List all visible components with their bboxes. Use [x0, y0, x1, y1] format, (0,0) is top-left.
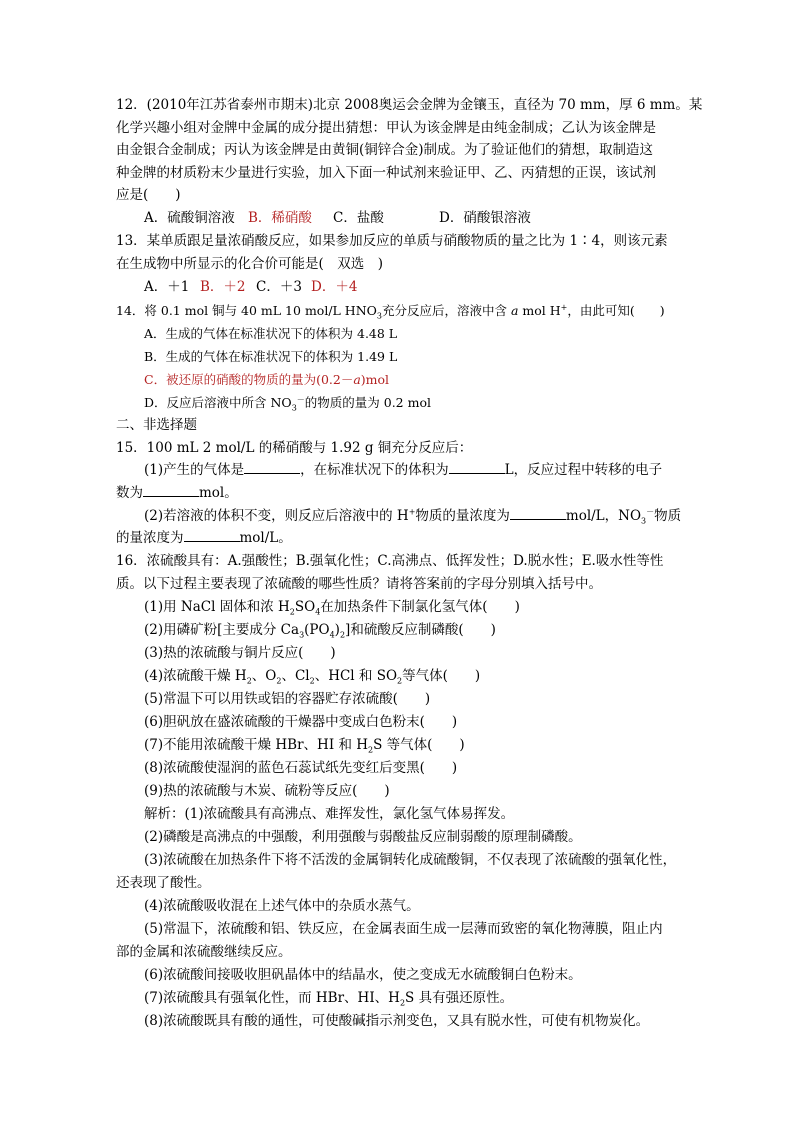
q14-stem-text-1: 14．将 0.1 mol 铜与 40 mL 10 mol/L HNO	[116, 303, 377, 318]
q15-part-2-text-5: 的量浓度为	[116, 530, 184, 546]
q16-item-4	[144, 667, 480, 685]
q13-option-d: D．＋4	[311, 279, 358, 295]
q13-option-a: A．＋1	[144, 279, 190, 295]
q16-item-1	[144, 598, 520, 616]
q12-line-5: 应是( )	[116, 187, 181, 203]
q15-part-2-sup: +	[408, 507, 416, 517]
q16-analysis-7-sub: 2	[399, 998, 406, 1008]
q16-analysis-7	[144, 989, 513, 1007]
q12-line-3: 由金银合金制成；丙认为该金牌是由黄铜(铜锌合金)制成。为了验证他们的猜想，取制造这	[116, 142, 654, 158]
q14-option-b: B．生成的气体在标准状况下的体积为 1.49 L	[144, 349, 398, 364]
q14-option-c-text-2: )mol	[360, 372, 390, 387]
q14-option-d-text-2: 的物质的量为 0.2 mol	[304, 395, 431, 410]
q15-part-1-text-5: mol。	[199, 485, 238, 501]
q14-option-d-sup: －	[296, 394, 305, 404]
q16-item-4-sub-4: 2	[397, 676, 403, 686]
q14-option-d-text-1: D．反应后溶液中所含 NO	[144, 395, 292, 410]
q16-item-2-sub-3: 2	[339, 630, 346, 640]
q16-item-1-text-1: (1)用 NaCl 固体和浓 H	[144, 599, 290, 615]
q15-part-1	[144, 461, 662, 479]
q16-item-2-text-1: (2)用磷矿粉[主要成分 Ca	[144, 622, 300, 638]
section-heading: 二、非选择题	[116, 417, 197, 433]
q14-option-c-variable: a	[353, 372, 361, 387]
q15-blank-h-concentration[interactable]	[510, 507, 566, 520]
q16-item-1-text-2: SO	[294, 599, 316, 615]
q15-part-2-sub: 3	[641, 516, 647, 526]
q15-stem: 15．100 mL 2 mol/L 的稀硝酸与 1.92 g 铜充分反应后：	[116, 440, 473, 456]
q15-blank-electrons[interactable]	[143, 484, 199, 497]
q16-item-4-text-5: 等气体( )	[402, 668, 481, 684]
q15-part-2-text-3: mol/L，NO	[565, 508, 642, 524]
q14-stem-text-2: 充分反应后，溶液中含	[381, 303, 511, 318]
q16-item-4-text-1: (4)浓硫酸干燥 H	[144, 668, 247, 684]
q16-item-7-text-2: S 等气体( )	[373, 737, 465, 753]
q16-item-2-text-3: )	[334, 622, 340, 638]
q16-analysis-2: (2)磷酸是高沸点的中强酸，利用强酸与弱酸盐反应制弱酸的原理制磷酸。	[144, 829, 582, 845]
q14-stem-sup: +	[560, 302, 568, 312]
q16-analysis-8: (8)浓硫酸既具有酸的通性，可使酸碱指示剂变色，又具有脱水性，可使有机物炭化。	[144, 1013, 650, 1029]
q16-item-2-text-4: ]和硫酸反应制磷酸( )	[345, 622, 496, 638]
q14-option-c	[144, 371, 389, 389]
q16-item-2-text-2: (PO	[304, 622, 330, 638]
q12-line-1: 12．(2010年江苏省泰州市期末)北京 2008奥运会金牌为金镶玉，直径为 70 mm，厚 6 mm。某	[116, 97, 703, 113]
q16-item-2	[144, 621, 496, 639]
q16-analysis-5-line-2: 部的金属和浓硫酸继续反应。	[116, 944, 292, 960]
q16-item-4-sub-1: 2	[246, 676, 252, 686]
q14-option-c-text-1: C．被还原的硝酸的物质的量为(0.2－	[144, 372, 354, 387]
q15-part-1-cont	[116, 484, 238, 502]
q16-item-2-sub-2: 4	[329, 630, 335, 640]
q16-item-2-sub-1: 3	[299, 630, 305, 640]
q15-part-1-text-3: L，反应过程中转移的电子	[504, 462, 663, 478]
q14-stem	[116, 302, 665, 320]
q12-line-4: 种金牌的材质粉末少量进行实验，加入下面一种试剂来验证甲、乙、丙猜想的正误，该试剂	[116, 165, 656, 181]
q16-item-4-sub-2: 2	[276, 676, 282, 686]
q15-part-2-cont	[116, 529, 292, 547]
q16-item-5: (5)常温下可以用铁或铝的容器贮存浓硫酸( )	[144, 691, 431, 707]
q16-analysis-7-text-1: (7)浓硫酸具有强氧化性，而 HBr、HI、H	[144, 990, 400, 1006]
q14-option-d-sub: 3	[291, 403, 297, 413]
q12-option-c: C．盐酸	[333, 210, 384, 226]
q16-analysis-3-line-1: (3)浓硫酸在加热条件下将不活泼的金属铜转化成硫酸铜，不仅表现了浓硫酸的强氧化性，	[144, 852, 677, 868]
q15-part-1-text-2: ，在标准状况下的体积为	[300, 462, 449, 478]
q16-analysis-5-line-1: (5)常温下，浓硫酸和铝、铁反应，在金属表面生成一层薄而致密的氧化物薄膜，阻止内	[144, 921, 663, 937]
q15-part-1-text-1: (1)产生的气体是	[144, 462, 245, 478]
q14-stem-text-4: ，由此可知( )	[567, 303, 665, 318]
q16-analysis-1: 解析：(1)浓硫酸具有高沸点、难挥发性，氯化氢气体易挥发。	[144, 806, 515, 822]
q16-item-8: (8)浓硫酸使湿润的蓝色石蕊试纸先变红后变黑( )	[144, 760, 458, 776]
q16-analysis-3-line-2: 还表现了酸性。	[116, 875, 211, 891]
q13-line-2: 在生成物中所显示的化合价可能是( 双选 )	[116, 256, 384, 272]
q15-part-2-text-2: 物质的量浓度为	[415, 508, 510, 524]
q15-blank-volume[interactable]	[449, 461, 505, 474]
q15-blank-no3-concentration[interactable]	[184, 529, 240, 542]
q13-line-1: 13．某单质跟足量浓硝酸反应，如果参加反应的单质与硝酸物质的量之比为 1∶4，则该元素	[116, 233, 668, 249]
q14-option-a: A．生成的气体在标准状况下的体积为 4.48 L	[144, 326, 398, 341]
q15-part-2-text-6: mol/L。	[239, 530, 292, 546]
q14-stem-text-3: mol H	[518, 303, 561, 318]
q16-line-2: 质。以下过程主要表现了浓硫酸的哪些性质？请将答案前的字母分别填入括号中。	[116, 576, 602, 592]
q16-item-4-sub-3: 2	[309, 676, 315, 686]
q15-part-2-text-4: 物质	[654, 508, 682, 524]
q16-item-7	[144, 736, 465, 754]
q16-item-7-text-1: (7)不能用浓硫酸干燥 HBr、HI 和 H	[144, 737, 369, 753]
q16-item-4-text-4: 、HCl 和 SO	[314, 668, 398, 684]
q16-item-6: (6)胆矾放在盛浓硫酸的干燥器中变成白色粉末( )	[144, 714, 458, 730]
q16-analysis-7-text-2: S 具有强还原性。	[405, 990, 514, 1006]
q16-item-3: (3)热的浓硫酸与铜片反应( )	[144, 645, 336, 661]
q15-blank-gas[interactable]	[244, 461, 300, 474]
q16-item-7-sub: 2	[368, 745, 374, 755]
q15-part-1-text-4: 数为	[116, 485, 143, 501]
q13-option-b: B．＋2	[200, 279, 246, 295]
q16-item-9: (9)热的浓硫酸与木炭、硫粉等反应( )	[144, 783, 390, 799]
q16-analysis-6: (6)浓硫酸间接吸收胆矾晶体中的结晶水，使之变成无水硫酸铜白色粉末。	[144, 967, 582, 983]
q15-part-2	[144, 507, 681, 525]
q16-item-1-text-3: 在加热条件下制氯化氢气体( )	[320, 599, 520, 615]
q12-option-b: B．稀硝酸	[248, 210, 312, 226]
q13-option-c: C．＋3	[256, 279, 302, 295]
q12-option-a: A．硫酸铜溶液	[144, 210, 235, 226]
q14-stem-sub: 3	[376, 311, 382, 321]
q16-item-1-sub-1: 2	[289, 607, 295, 617]
q16-item-4-text-2: 、O	[251, 668, 277, 684]
q16-analysis-4: (4)浓硫酸吸收混在上述气体中的杂质水蒸气。	[144, 898, 420, 914]
q15-part-2-text-1: (2)若溶液的体积不变，则反应后溶液中的 H	[144, 508, 409, 524]
q16-line-1: 16．浓硫酸具有：A.强酸性；B.强氧化性；C.高沸点、低挥发性；D.脱水性；E.吸水性等性	[116, 553, 664, 569]
q14-option-d	[144, 394, 431, 412]
q16-item-1-sub-2: 4	[315, 607, 321, 617]
q15-part-2-sup-2: －	[646, 507, 655, 517]
q12-option-d: D．硝酸银溶液	[439, 210, 531, 226]
q14-stem-variable: a	[510, 303, 519, 318]
q16-item-4-text-3: 、Cl	[281, 668, 310, 684]
q12-line-2: 化学兴趣小组对金牌中金属的成分提出猜想：甲认为该金牌是由纯金制成；乙认为该金牌是	[116, 120, 656, 136]
